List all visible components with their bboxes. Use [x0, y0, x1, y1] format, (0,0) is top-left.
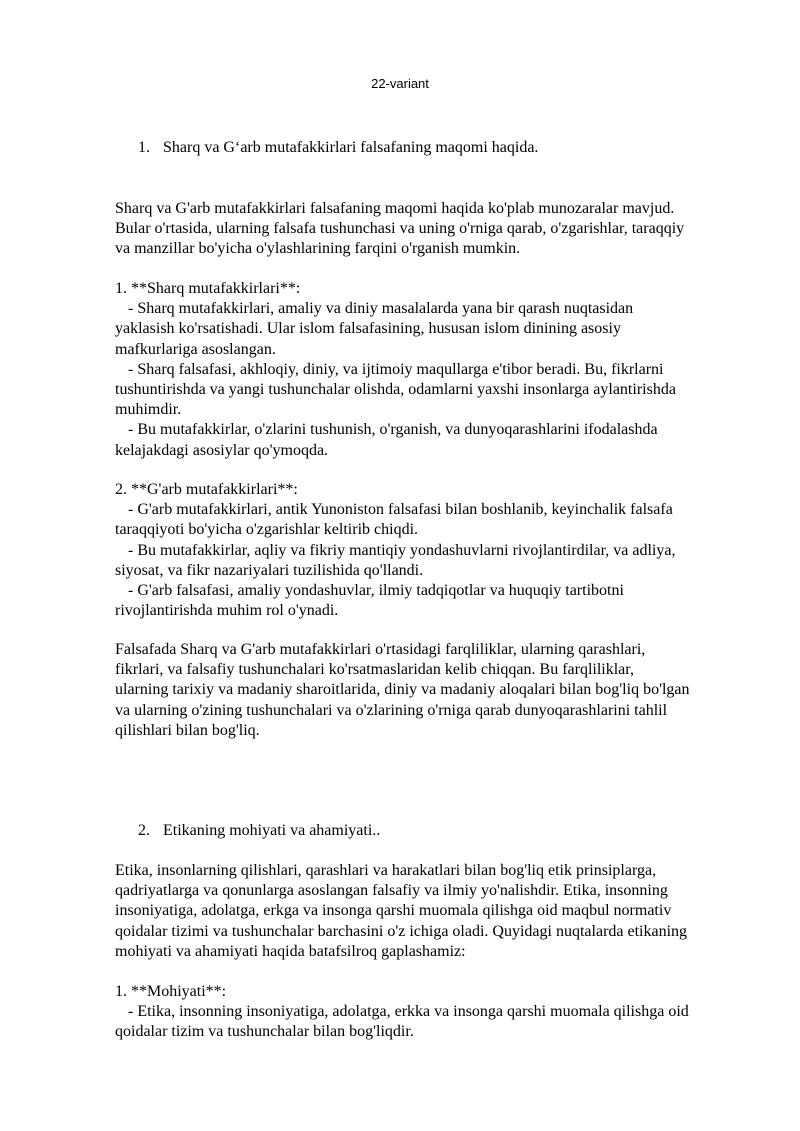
- garb-line: - Bu mutafakkirlar, aqliy va fikriy mantiqiy yondashuvlarni rivojlantirdilar, va adliya,: [128, 541, 676, 559]
- sharq-line: - Bu mutafakkirlar, o'zlarini tushunish, o'rganish, va dunyoqarashlarini ifodalashda: [128, 421, 658, 439]
- sharq-line: tushuntirishda va yangi tushunchalar olishda, odamlarni yaxshi insonlarga aylantirishda: [115, 381, 676, 399]
- mohiyati-heading: 1. **Mohiyati**:: [115, 983, 227, 1000]
- mohiyati-line: qoidalar tizim va tushunchalar bilan bog'liqdir.: [115, 1023, 414, 1041]
- conclusion-paragraph: [115, 640, 755, 741]
- question-2-number: 2.: [138, 822, 150, 839]
- mohiyati-section: [115, 982, 755, 1043]
- question-1-number: 1.: [138, 139, 150, 156]
- intro-line: va manzillar bo'yicha o'ylashlarining farqini o'rganish mumkin.: [115, 240, 521, 258]
- sharq-section: [115, 279, 755, 461]
- garb-line: siyosat, va fikr nazariyalari tuzilishida qo'llandi.: [115, 561, 424, 579]
- sharq-line: kelajakdagi asosiylar qo'ymoqda.: [115, 441, 329, 459]
- question-2-heading: [138, 821, 380, 841]
- question-1-title: Sharq va G‘arb mutafakkirlari falsafaning maqomi haqida.: [163, 139, 539, 156]
- conclusion-line: Falsafada Sharq va G'arb mutafakkirlari o'rtasidagi farqliliklar, ularning qarashlari,: [115, 641, 646, 658]
- etika-line: qadriyatlarga va qonunlarga asoslangan falsafiy va ilmiy yo'nalishdir. Etika, insonning: [115, 882, 668, 900]
- sharq-line: mafkurlariga asoslangan.: [115, 340, 276, 358]
- garb-line: rivojlantirishda muhim rol o'ynadi.: [115, 602, 339, 620]
- sharq-line: yaklasish ko'rsatishadi. Ular islom falsafasining, hususan islom dinining asosiy: [115, 320, 621, 338]
- conclusion-line: qilishlari bilan bog'liq.: [115, 721, 260, 739]
- conclusion-line: ularning tarixiy va madaniy sharoitlarida, diniy va madaniy aloqalari bilan bog'liq bo'lgan: [115, 681, 690, 699]
- mohiyati-line: - Etika, insonning insoniyatiga, adolatga, erkka va insonga qarshi muomala qilishga oid: [128, 1003, 689, 1021]
- question-1-heading: [138, 138, 538, 158]
- garb-line: - G'arb mutafakkirlari, antik Yunoniston falsafasi bilan boshlanib, keyinchalik falsafa: [128, 501, 673, 519]
- garb-heading: 2. **G'arb mutafakkirlari**:: [115, 481, 298, 498]
- etika-paragraph: [115, 861, 755, 962]
- garb-line: taraqqiyoti bo'yicha o'zgarishlar keltirib chiqdi.: [115, 521, 419, 539]
- etika-line: insoniyatiga, adolatga, erkga va insonga qarshi muomala qilishga oid maqbul normativ: [115, 902, 672, 920]
- sharq-line: - Sharq falsafasi, akhloqiy, diniy, va ijtimoiy maqullarga e'tibor beradi. Bu, fikrlarni: [128, 360, 664, 378]
- intro-line: Bular o'rtasida, ularning falsafa tushunchasi va uning o'rniga qarab, o'zgarishlar, taraqqiy: [115, 220, 685, 238]
- variant-header: 22-variant: [371, 76, 429, 91]
- garb-section: [115, 480, 755, 621]
- sharq-line: muhimdir.: [115, 401, 182, 419]
- intro-paragraph: [115, 199, 755, 260]
- sharq-heading: 1. **Sharq mutafakkirlari**:: [115, 280, 301, 297]
- question-2-title: Etikaning mohiyati va ahamiyati..: [163, 822, 381, 839]
- conclusion-line: va ularning o'zining tushunchalari va o'zlarining o'rniga qarab dunyoqarashlarini tahlil: [115, 701, 668, 719]
- conclusion-line: fikrlari, va falsafiy tushunchalari ko'rsatmaslaridan kelib chiqqan. Bu farqliliklar,: [115, 661, 634, 679]
- etika-line: mohiyati va ahamiyati haqida batafsilroq gaplashamiz:: [115, 942, 466, 960]
- garb-line: - G'arb falsafasi, amaliy yondashuvlar, ilmiy tadqiqotlar va huquqiy tartibotni: [128, 582, 624, 600]
- sharq-line: - Sharq mutafakkirlari, amaliy va diniy masalalarda yana bir qarash nuqtasidan: [128, 300, 634, 318]
- etika-line: Etika, insonlarning qilishlari, qarashlari va harakatlari bilan bog'liq etik prinsiplarga,: [115, 862, 657, 879]
- intro-line: Sharq va G'arb mutafakkirlari falsafaning maqomi haqida ko'plab munozaralar mavjud.: [115, 200, 675, 217]
- etika-line: qoidalar tizimi va tushunchalar barchasini o'z ichiga oladi. Quyidagi nuqtalarda etikaning: [115, 922, 688, 940]
